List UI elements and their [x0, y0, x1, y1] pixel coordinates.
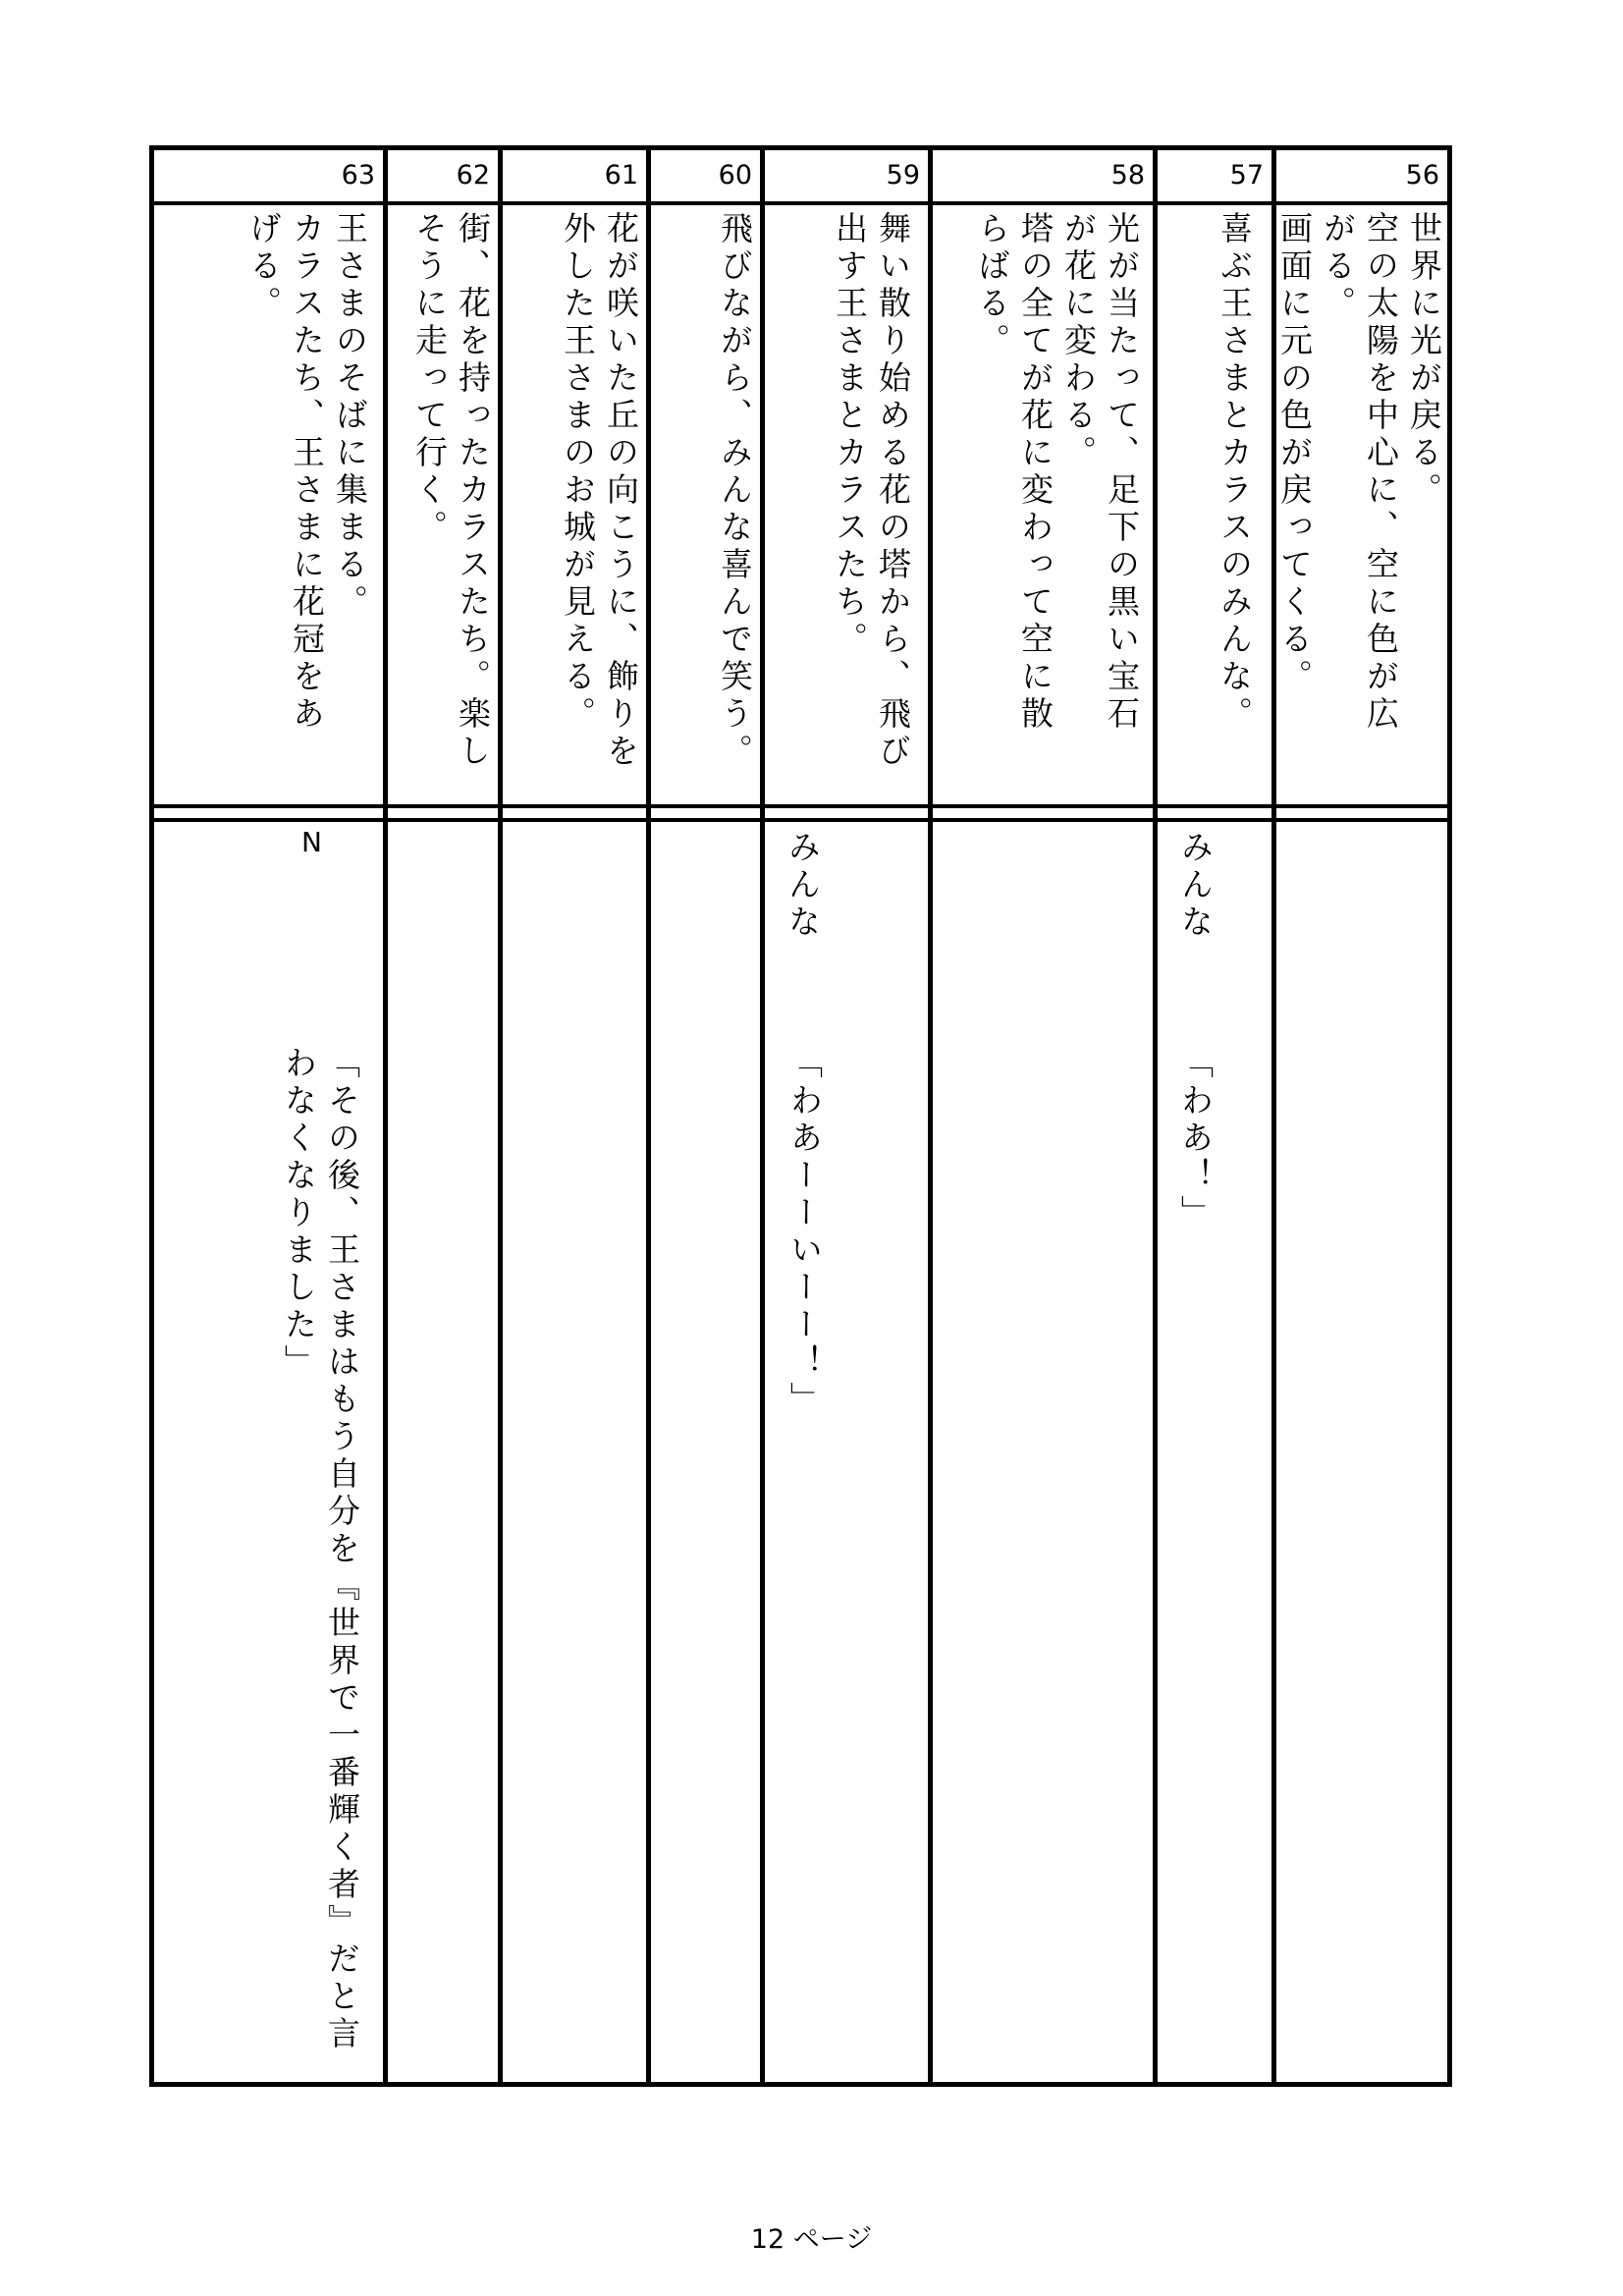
speaker-label: みんな — [1176, 830, 1215, 942]
description-line: らばる。 — [973, 211, 1011, 360]
scene-description: 花が咲いた丘の向こうに、飾りを外した王さまのお城が見える。 — [559, 211, 640, 771]
scene-number: 62 — [456, 160, 490, 191]
description-line: 光が当たって、足下の黒い宝石 — [1103, 211, 1141, 734]
scene-column-59 — [760, 150, 928, 2082]
dialogue: 「わあ！」 — [1176, 1046, 1215, 1232]
scene-description — [970, 211, 1143, 800]
description-line: がる。 — [1319, 211, 1357, 323]
scene-number: 59 — [886, 160, 920, 191]
dialogue: 「その後、王さまはもう自分を『世界で一番輝く者』だと言わなくなりました」 — [280, 1046, 361, 2053]
scene-description: 喜ぶ王さまとカラスのみんな。 — [1216, 211, 1254, 734]
description-line: 王さまのそばに集まる。 — [331, 211, 369, 622]
scene-number: 61 — [604, 160, 638, 191]
dialogue: 「わあーーいーー！」 — [785, 1046, 824, 1419]
speaker-label: N — [301, 826, 322, 858]
scene-column-63 — [154, 150, 383, 2082]
scene-number: 56 — [1405, 160, 1439, 191]
speaker-label: みんな — [784, 830, 822, 942]
scene-column-60 — [646, 150, 760, 2082]
scene-column-61 — [498, 150, 646, 2082]
scene-description — [1272, 211, 1445, 800]
scene-column-62 — [383, 150, 498, 2082]
scene-number: 60 — [718, 160, 752, 191]
scene-column-56 — [1271, 150, 1447, 2082]
description-line: 世界に光が戻る。 — [1405, 211, 1443, 510]
description-line: 塔の全てが花に変わって空に散 — [1016, 211, 1055, 734]
description-line: げる。 — [244, 211, 283, 323]
description-line: 画面に元の色が戻ってくる。 — [1275, 211, 1314, 696]
page-number: 12 ページ — [750, 2224, 873, 2255]
scene-description — [242, 211, 371, 800]
scene-column-58 — [928, 150, 1153, 2082]
scene-number: 57 — [1229, 160, 1264, 191]
scene-description: 飛びながら、みんな喜んで笑う。 — [716, 211, 754, 771]
description-line: カラスたち、王さまに花冠をあ — [288, 211, 326, 734]
scene-description: 街、花を持ったカラスたち。楽しそうに走って行く。 — [410, 211, 492, 771]
scene-number: 58 — [1110, 160, 1145, 191]
script-table — [149, 145, 1452, 2087]
scene-column-57 — [1153, 150, 1271, 2082]
description-line: 空の太陽を中心に、空に色が広 — [1362, 211, 1400, 734]
scene-description: 舞い散り始める花の塔から、飛び出す王さまとカラスたち。 — [831, 211, 912, 771]
description-line: が花に変わる。 — [1059, 211, 1098, 472]
scene-number: 63 — [341, 160, 375, 191]
